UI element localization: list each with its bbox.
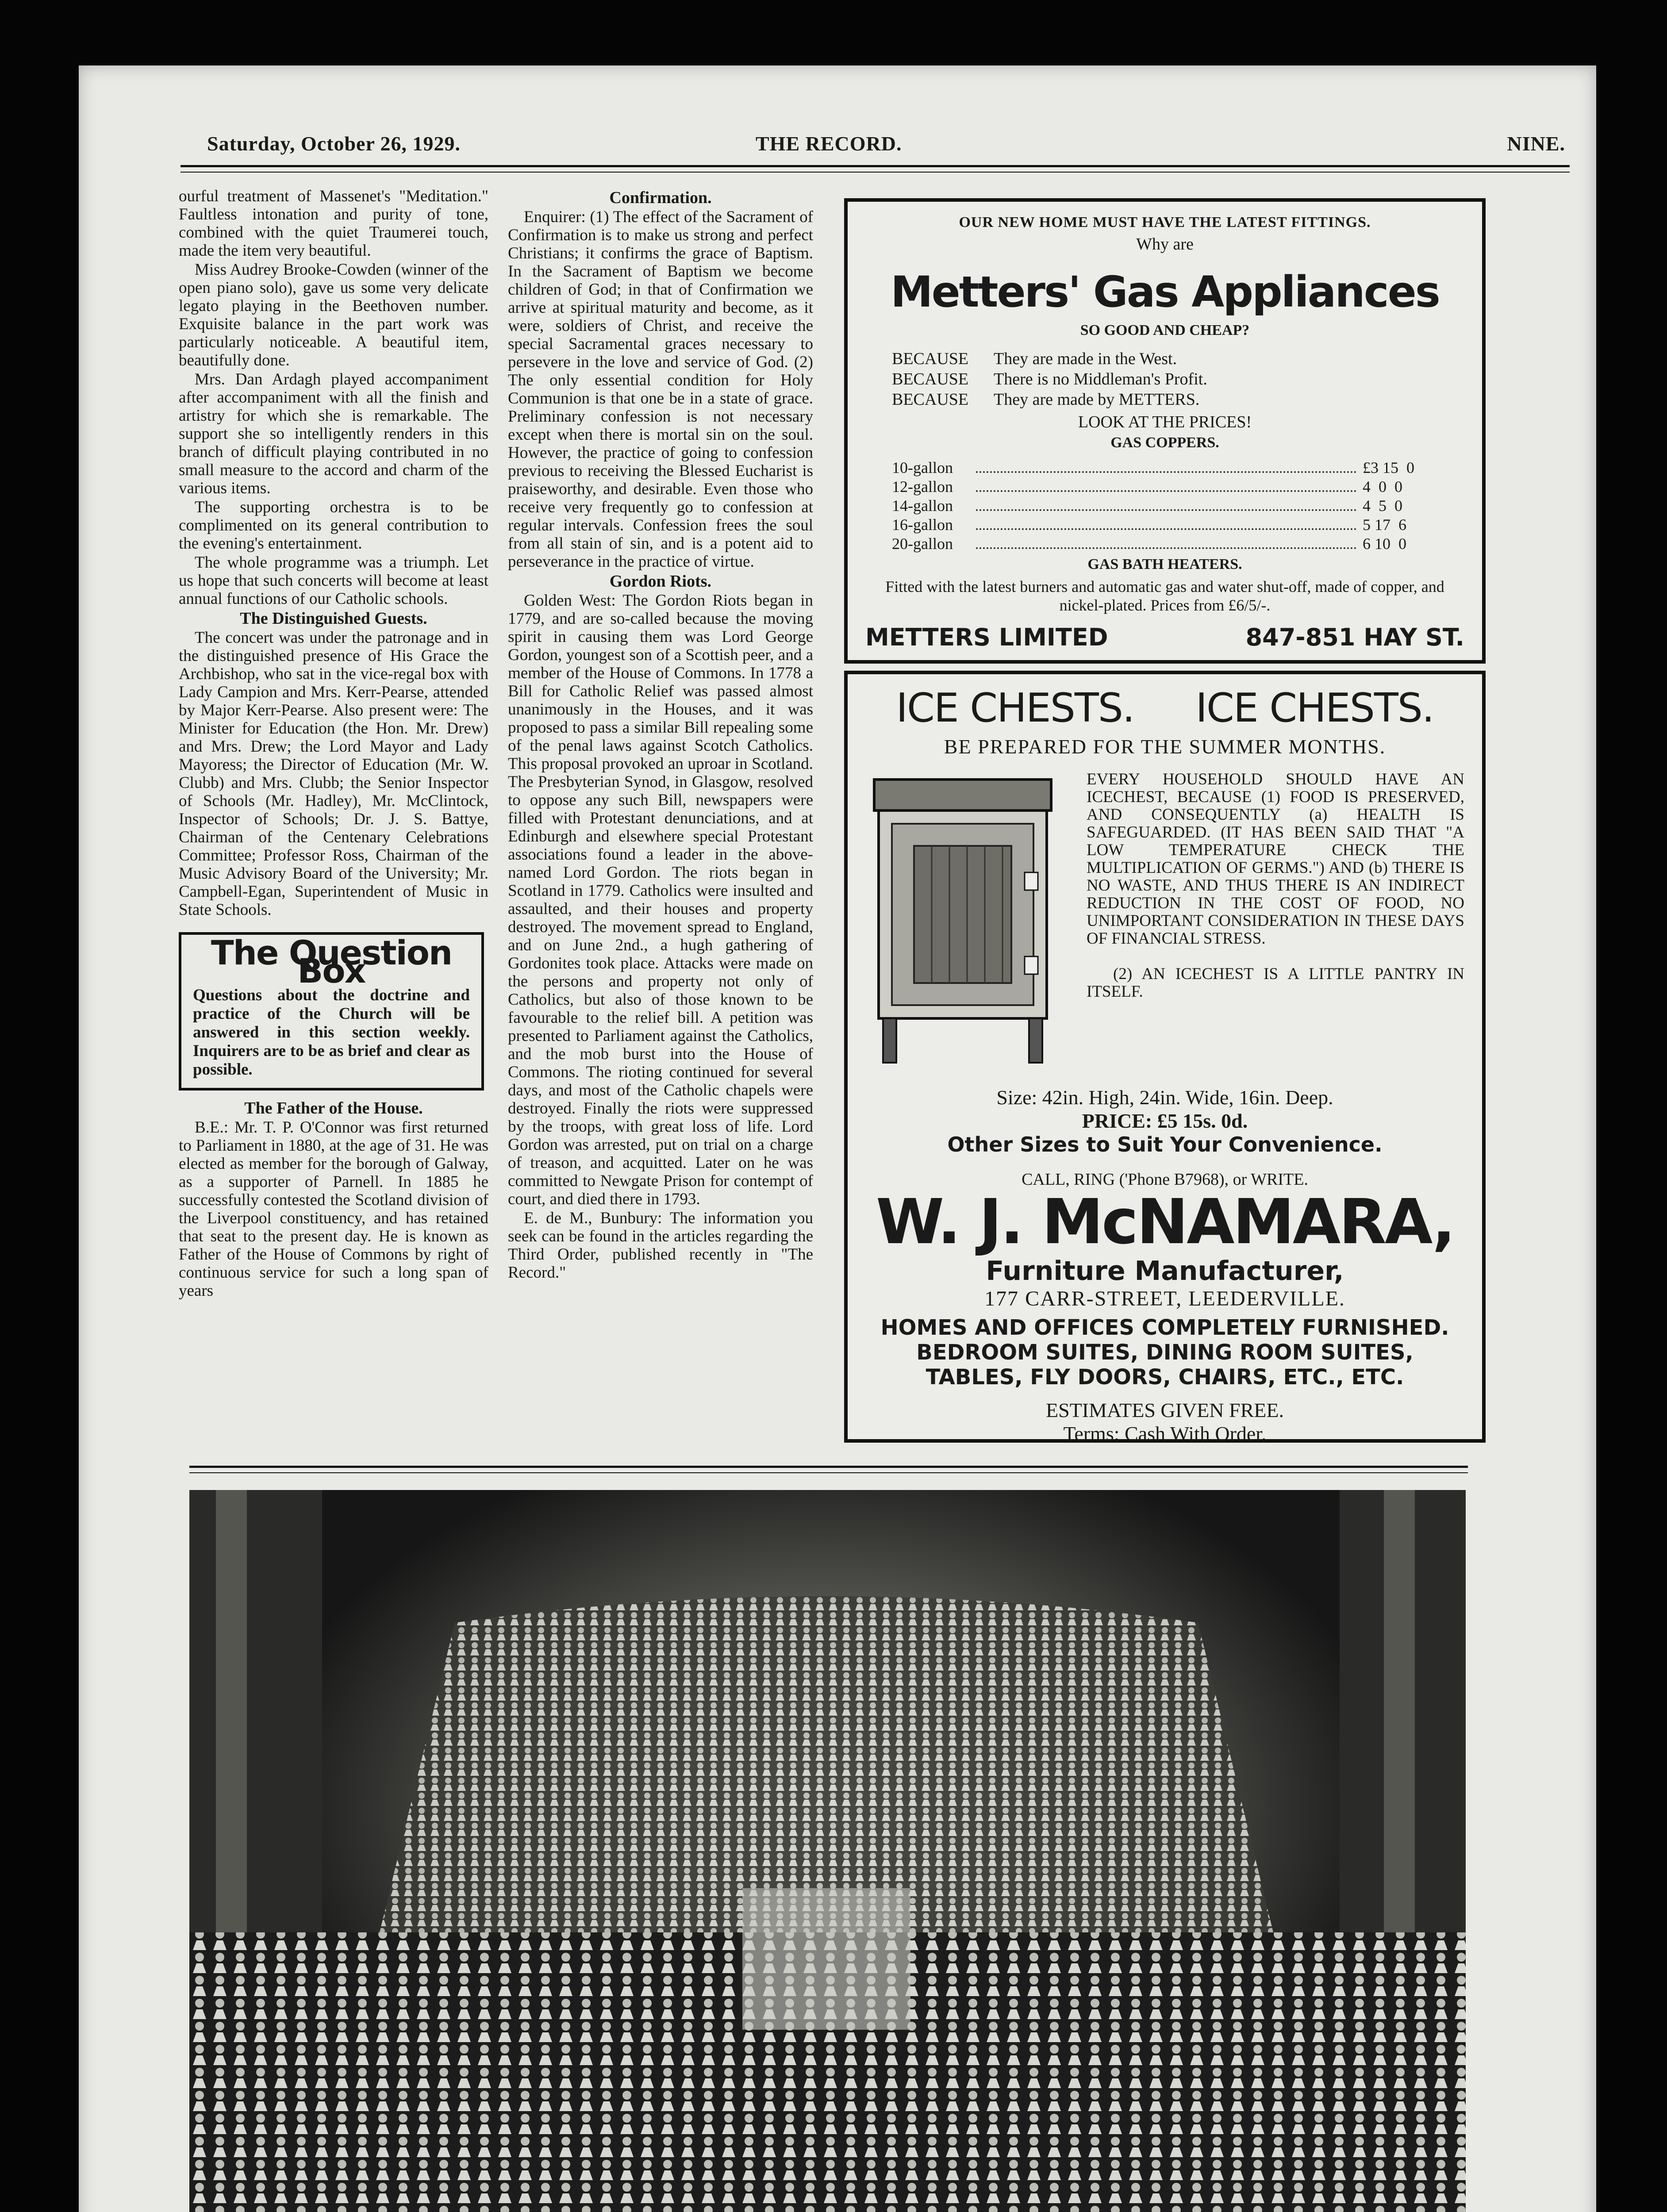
ice-chest-illustration bbox=[865, 771, 1060, 1071]
company-address: 847-851 HAY ST. bbox=[1245, 623, 1464, 651]
ice-chest-price: PRICE: £5 15s. 0d. bbox=[1082, 1110, 1248, 1132]
header-page-number: NINE. bbox=[1507, 132, 1565, 155]
header-date: Saturday, October 26, 1929. bbox=[207, 132, 461, 155]
ice-chest-advertisement bbox=[844, 671, 1486, 1443]
ice-chest-copy-paragraph: (2) AN ICECHEST IS A LITTLE PANTRY IN ITSELF. bbox=[1087, 965, 1464, 1001]
photo-rule bbox=[189, 1466, 1468, 1468]
article-paragraph: Miss Audrey Brooke-Cowden (winner of the open piano solo), gave us some very delicate legato playing in the Beethoven number. Exquisite balance in the part work was particularly noticeable. A beautiful item, beautifully done. bbox=[179, 261, 488, 369]
because-item: BECAUSE They are made by METTERS. bbox=[892, 390, 1200, 409]
article-paragraph: E. de M., Bunbury: The information you seek can be found in the articles regarding the Third Order, published recently in "The Record." bbox=[508, 1209, 813, 1282]
price-list bbox=[892, 458, 1438, 553]
ice-chest-title-right: ICE CHESTS. bbox=[1195, 685, 1434, 731]
article-paragraph: The whole programme was a triumph. Let us hope that such concerts will become at least annual functions of our Catholic schools. bbox=[179, 553, 488, 608]
question-box bbox=[179, 932, 484, 1091]
ad-footer bbox=[865, 623, 1464, 651]
article-paragraph: Golden West: The Gordon Riots began in 1779, and are so-called because the moving spirit in causing them was Lord George Gordon, youngest son of a Scottish peer, and a member of the House of Commons. In 1778 a Bill for Catholic Relief was passed almost unanimously in the Houses, and it was proposed to pass a similar Bill repealing some of the penal laws against Scotch Catholics. This proposal provoked an uproar in Scotland. The Presbyterian Synod, in Glasgow, resolved to oppose any such Bill, newspapers were filled with Protestant denunciations, and at Edinburgh and elsewhere special Protestant associations found a leader in the above-named Lord Gordon. The riots began in Scotland in 1779. Catholics were insulted and assaulted, and their houses and property destroyed. The movement spread to England, and on June 2nd., a hugh gathering of Gordonites took place. Attacks were made on the persons and property not only of Catholics, but also of those known to be favourable to the relief bill. A petition was presented to Parliament against the Catholics, and the mob burst into the House of Commons. The rioting continued for several days, and most of the Catholic chapels were destroyed. Finally the riots were suppressed by the troops, with great loss of life. Lord Gordon was arrested, put on trial on a charge of treason, and acquitted. Later on he was committed to Newgate Prison for contempt of court, and died there in 1793. bbox=[508, 591, 813, 1208]
section-heading: Gordon Riots. bbox=[609, 572, 712, 591]
merchant-address: 177 CARR-STREET, LEEDERVILLE. bbox=[984, 1287, 1345, 1310]
merchant-estimates: ESTIMATES GIVEN FREE. bbox=[1046, 1399, 1284, 1421]
merchant-terms: Terms: Cash With Order. bbox=[1063, 1422, 1267, 1445]
price-row: 16-gallon 5 17 6 bbox=[892, 516, 1406, 534]
ice-chest-other-sizes: Other Sizes to Suit Your Convenience. bbox=[947, 1133, 1383, 1156]
ice-prepared-line: BE PREPARED FOR THE SUMMER MONTHS. bbox=[944, 735, 1386, 758]
header-rule-thin bbox=[181, 172, 1570, 173]
price-row: 14-gallon 4 5 0 bbox=[892, 497, 1402, 515]
look-at-prices: LOOK AT THE PRICES! bbox=[1078, 413, 1252, 431]
ad-why: Why are bbox=[1136, 235, 1194, 253]
price-row: 20-gallon 6 10 0 bbox=[892, 535, 1406, 553]
section-heading: The Distinguished Guests. bbox=[240, 609, 427, 628]
merchant-name: W. J. McNAMARA, bbox=[876, 1186, 1454, 1258]
ice-chest-body bbox=[865, 771, 1464, 1071]
ice-chest-copy bbox=[1087, 771, 1464, 1071]
ice-chest-title-left: ICE CHESTS. bbox=[896, 685, 1134, 731]
company-name: METTERS LIMITED bbox=[865, 623, 1108, 651]
because-list bbox=[892, 349, 1464, 410]
because-item: BECAUSE There is no Middleman's Profit. bbox=[892, 370, 1207, 388]
ice-chest-title bbox=[865, 685, 1464, 731]
ad-subtitle: SO GOOD AND CHEAP? bbox=[1080, 322, 1250, 338]
article-paragraph: B.E.: Mr. T. P. O'Connor was first returned to Parliament in 1880, at the age of 31. He was elected as member for the borough of Galway, as a supporter of Parnell. In 1885 he successfully contested the Scotland division of the Liverpool constituency, and has retained that seat to the present day. He is known as Father of the House of Commons by right of continuous service for such a long span of years bbox=[179, 1118, 488, 1300]
article-paragraph: Enquirer: (1) The effect of the Sacrament of Confirmation is to make us strong and perfect Christians; it confirms the grace of Baptism. In the Sacrament of Baptism we become children of God; in that of Confirmation we arrive at spiritual maturity and become, as it were, soldiers of Christ, and receive the special Sacramental graces necessary to persevere in the love and service of God. (2) The only essential condition for Holy Communion is that one be in a state of grace. Preliminary confession is not necessary except when there is mortal sin on the soul. However, the practice of going to confession previous to receiving the Blessed Eucharist is praiseworthy, and desirable. Even those who receive very frequently go to confession at regular intervals. Confession frees the soul from all stain of sin, and is a potent aid to perseverance in the practice of virtue. bbox=[508, 208, 813, 571]
price-row: 12-gallon 4 0 0 bbox=[892, 478, 1402, 495]
gas-coppers-heading: GAS COPPERS. bbox=[1110, 434, 1219, 451]
because-item: BECAUSE They are made in the West. bbox=[892, 349, 1177, 368]
photo-rule-thin bbox=[189, 1472, 1468, 1473]
gas-bath-heaters-heading: GAS BATH HEATERS. bbox=[1087, 556, 1242, 572]
question-box-title: The Question Box bbox=[211, 933, 452, 991]
ice-chest-call: CALL, RING ('Phone B7968), or WRITE. bbox=[1022, 1170, 1308, 1189]
ice-chest-copy-paragraph: EVERY HOUSEHOLD SHOULD HAVE AN ICECHEST, BECAUSE (1) FOOD IS PRESERVED, AND CONSEQUENTLY (a) HEALTH IS SAFEGUARDED. (IT HAS BEEN SAID THAT "A LOW TEMPERATURE CHECK THE MULTIPLICATION OF GERMS.") AND (b) THERE IS NO WASTE, AND THUS THERE IS AN INDIRECT REDUCTION IN THE COST OF FOOD, NO UNIMPORTANT CONSIDERATION IN THESE DAYS OF FINANCIAL STRESS. bbox=[1087, 770, 1464, 948]
article-paragraph: The supporting orchestra is to be complimented on its general contribution to the evening's entertainment. bbox=[179, 498, 488, 553]
ad-top-line: OUR NEW HOME MUST HAVE THE LATEST FITTINGS. bbox=[959, 214, 1371, 230]
newspaper-page bbox=[79, 65, 1596, 2212]
metters-advertisement bbox=[844, 198, 1486, 664]
section-heading: The Father of the House. bbox=[244, 1099, 423, 1118]
column-2 bbox=[508, 187, 813, 1523]
ad-brand-title: Metters' Gas Appliances bbox=[891, 267, 1439, 317]
section-heading: Confirmation. bbox=[609, 188, 712, 207]
choir-photograph bbox=[189, 1490, 1466, 2212]
fitted-text: Fitted with the latest burners and automatic gas and water shut-off, made of copper, and nickel-plated. Prices from £6/5/-. bbox=[885, 578, 1444, 614]
ice-chest-size: Size: 42in. High, 24in. Wide, 16in. Deep. bbox=[996, 1086, 1333, 1109]
merchant-suites-line: BEDROOM SUITES, DINING ROOM SUITES, TABLES, FLY DOORS, CHAIRS, ETC., ETC. bbox=[916, 1340, 1413, 1390]
question-box-text: Questions about the doctrine and practice of the Church will be answered in this section weekly. Inquirers are to be as brief and clear as possible. bbox=[193, 986, 470, 1079]
article-paragraph: The concert was under the patronage and in the distinguished presence of His Grace the Archbishop, who sat in the vice-regal box with Lady Campion and Mrs. Kerr-Pearse, attended by Major Kerr-Pearse. Also present were: The Minister for Education (the Hon. Mr. Drew) and Mrs. Drew; the Lord Mayor and Lady Mayoress; the Director of Education (Mr. W. Clubb) and Mrs. Clubb; the Senior Inspector of Schools (Mr. Hadley), Mr. McClintock, Inspector of Schools; Dr. J. S. Battye, Chairman of the Centenary Celebrations Committee; Professor Ross, Chairman of the Music Advisory Board of the University; Mr. Campbell-Egan, Superintendent of Music in State Schools. bbox=[179, 629, 488, 919]
merchant-trade: Furniture Manufacturer, bbox=[986, 1256, 1344, 1286]
header-rule bbox=[181, 165, 1570, 167]
header-paper-title: THE RECORD. bbox=[756, 132, 902, 155]
article-paragraph: ourful treatment of Massenet's "Meditation." Faultless intonation and purity of tone, combined with the quiet Traumerei touch, made the item very beautiful. bbox=[179, 187, 488, 260]
price-row: 10-gallon £3 15 0 bbox=[892, 459, 1414, 476]
merchant-homes-line: HOMES AND OFFICES COMPLETELY FURNISHED. bbox=[880, 1315, 1449, 1340]
column-1 bbox=[179, 187, 488, 1300]
article-paragraph: Mrs. Dan Ardagh played accompaniment after accompaniment with all the finish and artistry for which she is remarkable. The support she so intelligently renders in this branch of difficult playing contributed in no small measure to the accord and charm of the various items. bbox=[179, 370, 488, 497]
